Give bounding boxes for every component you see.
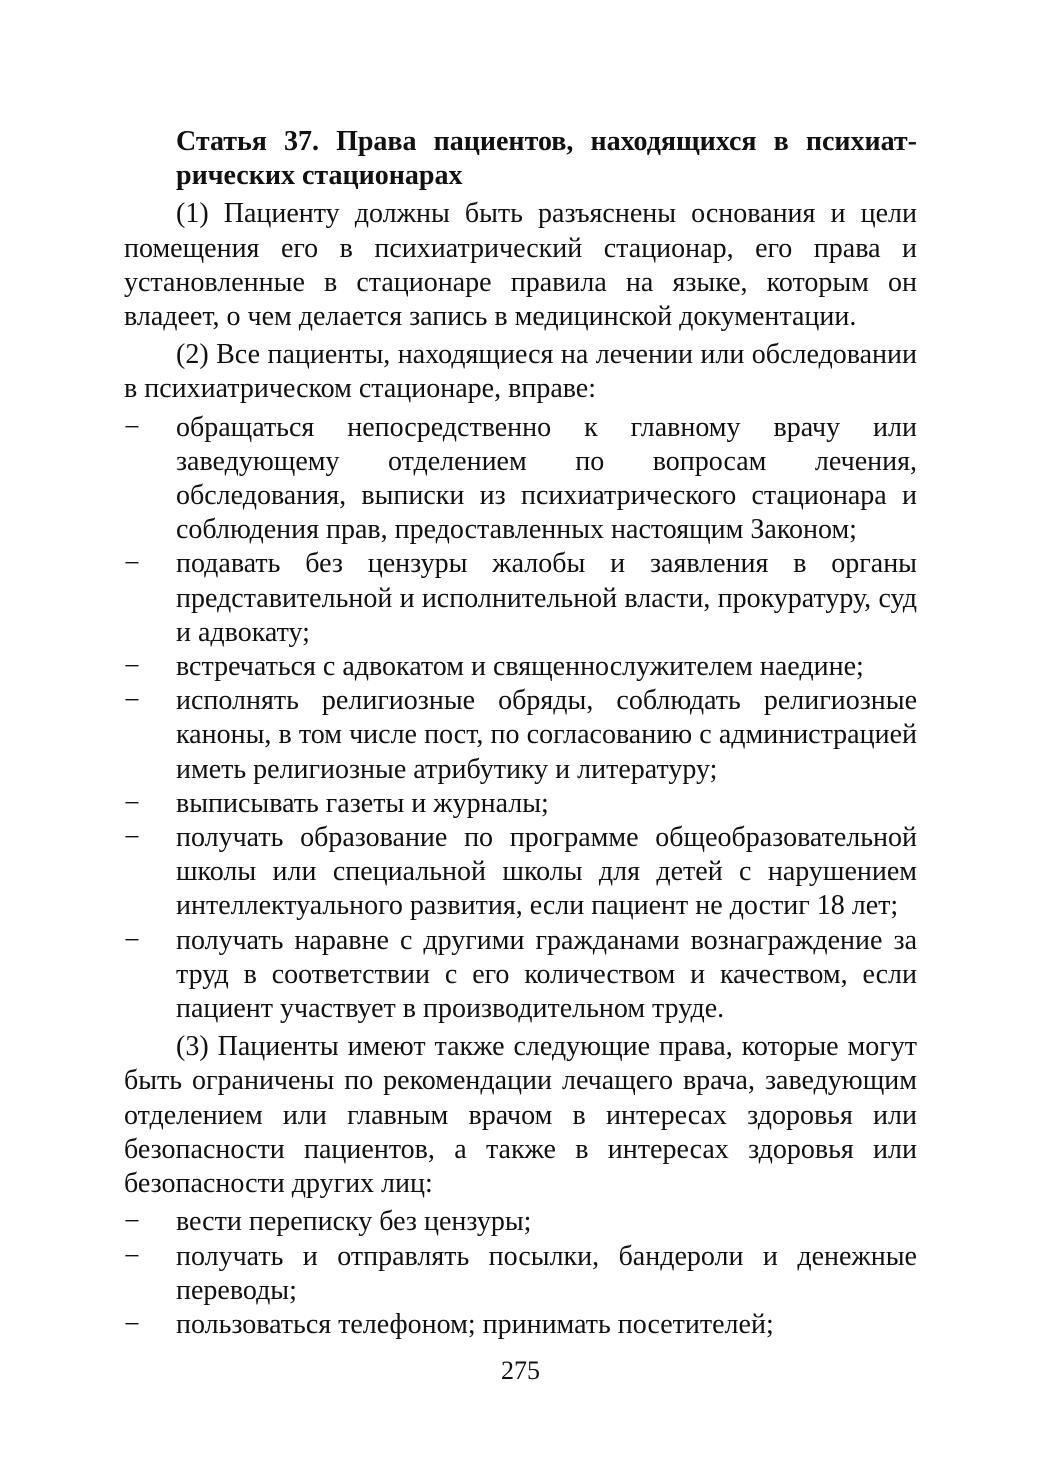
list-item [124, 1205, 917, 1239]
list-item [124, 411, 917, 548]
list-item [124, 1308, 917, 1342]
dash-marker: − [124, 1308, 140, 1340]
list-item-text: получать образование по программе общеобразовательной школы или специальной школы для детей с нарушением интеллектуального развития, если пациент не достиг 18 лет; [176, 822, 917, 922]
list-item-text: обращаться непосредственно к главному врачу или заведующему отделением по вопросам лечения, обследования, выписки из психиатрического стационара и соблюдения прав, предоставленных настоящим Законом; [176, 411, 917, 546]
rights-list [124, 411, 917, 1027]
list-item [124, 1240, 917, 1308]
list-item-text: выписывать газеты и журналы; [176, 787, 549, 819]
list-item-text: встречаться с адвокатом и священнослужителем наедине; [176, 651, 864, 683]
list-item-text: вести переписку без цензуры; [176, 1206, 532, 1238]
document-page [124, 125, 917, 1346]
paragraph-1: (1) Пациенту должны быть разъяснены основания и цели помещения его в психиатрический стационар, его права и установленные в стационаре правила на языке, которым он владеет, о чем делается запись в медицинской документации. [124, 198, 917, 333]
dash-marker: − [124, 685, 140, 717]
list-item [124, 684, 917, 787]
dash-marker: − [124, 411, 140, 443]
restricted-rights-list [124, 1205, 917, 1342]
list-item [124, 547, 917, 650]
list-item [124, 924, 917, 1027]
dash-marker: − [124, 1206, 140, 1238]
article-heading [124, 125, 917, 193]
list-item [124, 787, 917, 821]
dash-marker: − [124, 822, 140, 854]
article-heading-line-1: Статья 37. Права пациентов, находящихся в психиат- [176, 126, 917, 157]
dash-marker: − [124, 787, 140, 819]
list-item-text: получать и отправлять посылки, бандероли и денежные переводы; [176, 1240, 917, 1306]
list-item-text: получать наравне с другими гражданами вознаграждение за труд в соответствии с его количеством и качеством, если пациент участвует в производительном труде. [176, 924, 917, 1025]
dash-marker: − [124, 1240, 140, 1272]
list-item-text: пользоваться телефоном; принимать посетителей; [176, 1308, 774, 1340]
list-item [124, 650, 917, 684]
paragraph-2: (2) Все пациенты, находящиеся на лечении или обследовании в психиатрическом стационаре, вправе: [124, 339, 917, 405]
list-item-text: подавать без цензуры жалобы и заявления в органы представительной и исполнительной власти, прокуратуру, суд и адвокату; [176, 548, 917, 648]
article-heading-line-2: рических стационарах [176, 160, 463, 192]
list-item [124, 821, 917, 924]
dash-marker: − [124, 548, 140, 580]
paragraph-3: (3) Пациенты имеют также следующие права, которые могут быть ограничены по рекомендации лечащего врача, заведующим отделением или главным врачом в интересах здоровья или безопасности пациентов, а также в интересах здоровья или безопасности других лиц: [124, 1031, 917, 1200]
page-number: 275 [501, 1356, 540, 1385]
list-item-text: исполнять религиозные обряды, соблюдать религиозные каноны, в том числе пост, по согласованию с администрацией иметь религиозные атрибутику и литературу; [176, 685, 917, 785]
dash-marker: − [124, 651, 140, 683]
dash-marker: − [124, 924, 140, 956]
